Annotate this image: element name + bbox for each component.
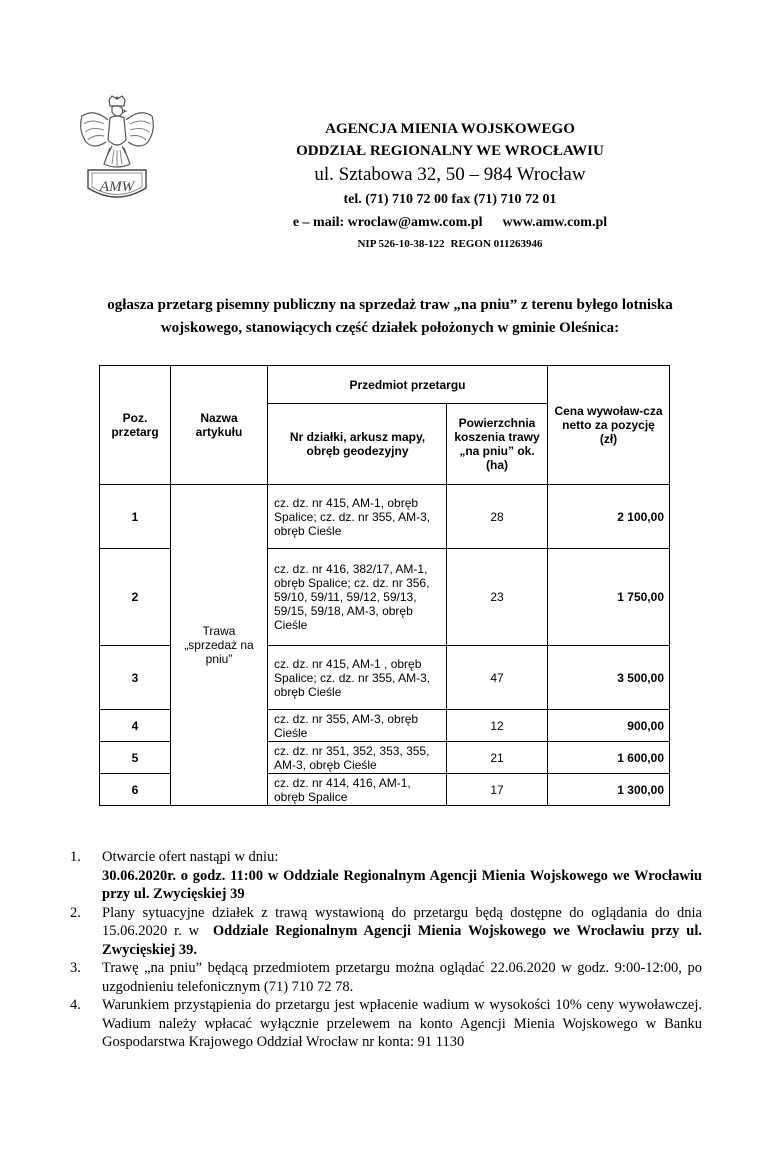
cell-plot: cz. dz. nr 416, 382/17, AM-1, obręb Spalice; cz. dz. nr 356, 59/10, 59/11, 59/12, 59/13, 59/15, 59/18, AM-3, obręb Cieśle xyxy=(268,549,447,646)
header-position: Poz. przetarg xyxy=(100,366,171,485)
cell-price: 2 100,00 xyxy=(548,485,670,549)
cell-area: 47 xyxy=(447,646,548,710)
address: ul. Sztabowa 32, 50 – 984 Wrocław xyxy=(314,164,586,185)
cell-area: 12 xyxy=(447,710,548,742)
cell-price: 1 600,00 xyxy=(548,742,670,774)
cell-position: 2 xyxy=(100,549,171,646)
list-number: 1. xyxy=(70,849,81,865)
list-item xyxy=(70,996,702,1052)
cell-position: 6 xyxy=(100,774,171,806)
cell-plot: cz. dz. nr 355, AM-3, obręb Cieśle xyxy=(268,710,447,742)
cell-area: 17 xyxy=(447,774,548,806)
list-text: Plany sytuacyjne działek z trawą wystawioną do przetargu będą dostępne do oglądania do dnia 15.06.2020 r. w Oddziale Regionalnym Agencji Mienia Wojskowego we Wrocławiu przy ul. Zwycięskiej 39. xyxy=(102,904,703,958)
cell-position: 5 xyxy=(100,742,171,774)
branch-name: ODDZIAŁ REGIONALNY WE WROCŁAWIU xyxy=(296,143,604,159)
logo-lettering: AMW xyxy=(99,179,135,195)
header-article: Nazwa artykułu xyxy=(171,366,268,485)
org-name: AGENCJA MIENIA WOJSKOWEGO xyxy=(325,121,575,137)
tender-table xyxy=(99,365,670,806)
conditions-list xyxy=(70,848,702,1052)
cell-plot: cz. dz. nr 351, 352, 353, 355, AM-3, obręb Cieśle xyxy=(268,742,447,774)
list-item xyxy=(70,904,702,960)
cell-plot: cz. dz. nr 415, AM-1 , obręb Spalice; cz. dz. nr 355, AM-3, obręb Cieśle xyxy=(268,646,447,710)
email: e – mail: wroclaw@amw.com.pl xyxy=(292,215,483,230)
letterhead xyxy=(200,118,700,254)
phone-fax: tel. (71) 710 72 00 fax (71) 710 72 01 xyxy=(343,192,557,207)
list-number: 3. xyxy=(70,960,81,976)
cell-price: 1 300,00 xyxy=(548,774,670,806)
list-number: 2. xyxy=(70,904,81,921)
list-text: Otwarcie ofert nastąpi w dniu: 30.06.2020r. o godz. 11:00 w Oddziale Regionalnym Agencji Mienia Wojskowego we Wrocławiu przy ul. Zwycięskiej 39 xyxy=(102,849,702,902)
header-price: Cena wywoław-cza netto za pozycję (zł) xyxy=(548,366,670,485)
header-plot: Nr działki, arkusz mapy, obręb geodezyjny xyxy=(268,404,447,485)
nip: NIP 526-10-38-122 xyxy=(357,238,445,250)
cell-article: Trawa „sprzedaż na pniu” xyxy=(171,485,268,806)
cell-price: 900,00 xyxy=(548,710,670,742)
regon: REGON 011263946 xyxy=(450,238,543,250)
cell-price: 3 500,00 xyxy=(548,646,670,710)
cell-plot: cz. dz. nr 414, 416, AM-1, obręb Spalice xyxy=(268,774,447,806)
announcement-intro: ogłasza przetarg pisemny publiczny na sprzedaż traw „na pniu” z terenu byłego lotniska wojskowego, stanowiących część działek położonych w gminie Oleśnica: xyxy=(107,297,673,336)
header-subject: Przedmiot przetargu xyxy=(268,366,548,404)
header-area: Powierzchnia koszenia trawy „na pniu” ok. (ha) xyxy=(447,404,548,485)
cell-position: 3 xyxy=(100,646,171,710)
tax-ids xyxy=(200,234,700,254)
cell-position: 1 xyxy=(100,485,171,549)
list-bold-text: Oddziale Regionalnym Agencji Mienia Wojskowego we Wrocławiu przy ul. Zwycięskiej 39. xyxy=(102,923,703,958)
cell-price: 1 750,00 xyxy=(548,549,670,646)
contact-line xyxy=(200,211,700,234)
cell-area: 28 xyxy=(447,485,548,549)
cell-area: 23 xyxy=(447,549,548,646)
list-text: Warunkiem przystąpienia do przetargu jest wpłacenie wadium w wysokości 10% ceny wywoławczej. Wadium należy wpłacać wyłącznie przelewem na konto Agencji Mienia Wojskowego w Banku Gospodarstwa Krajowego Oddział Wrocław nr konta: 91 1130 xyxy=(102,997,702,1050)
list-item xyxy=(70,959,702,996)
list-text: Trawę „na pniu” będącą przedmiotem przetargu można oglądać 22.06.2020 w godz. 9:00-12:00, po uzgodnieniu telefonicznym (71) 710 72 78. xyxy=(102,960,702,995)
table-row xyxy=(100,485,670,549)
eagle-emblem-logo xyxy=(74,94,160,206)
cell-plot: cz. dz. nr 415, AM-1, obręb Spalice; cz. dz. nr 355, AM-3, obręb Cieśle xyxy=(268,485,447,549)
website: www.amw.com.pl xyxy=(502,215,608,230)
cell-position: 4 xyxy=(100,710,171,742)
list-bold-text: 30.06.2020r. o godz. 11:00 w Oddziale Regionalnym Agencji Mienia Wojskowego we Wrocławiu przy ul. Zwycięskiej 39 xyxy=(102,867,702,902)
list-item xyxy=(70,848,702,904)
cell-area: 21 xyxy=(447,742,548,774)
list-number: 4. xyxy=(70,997,81,1013)
